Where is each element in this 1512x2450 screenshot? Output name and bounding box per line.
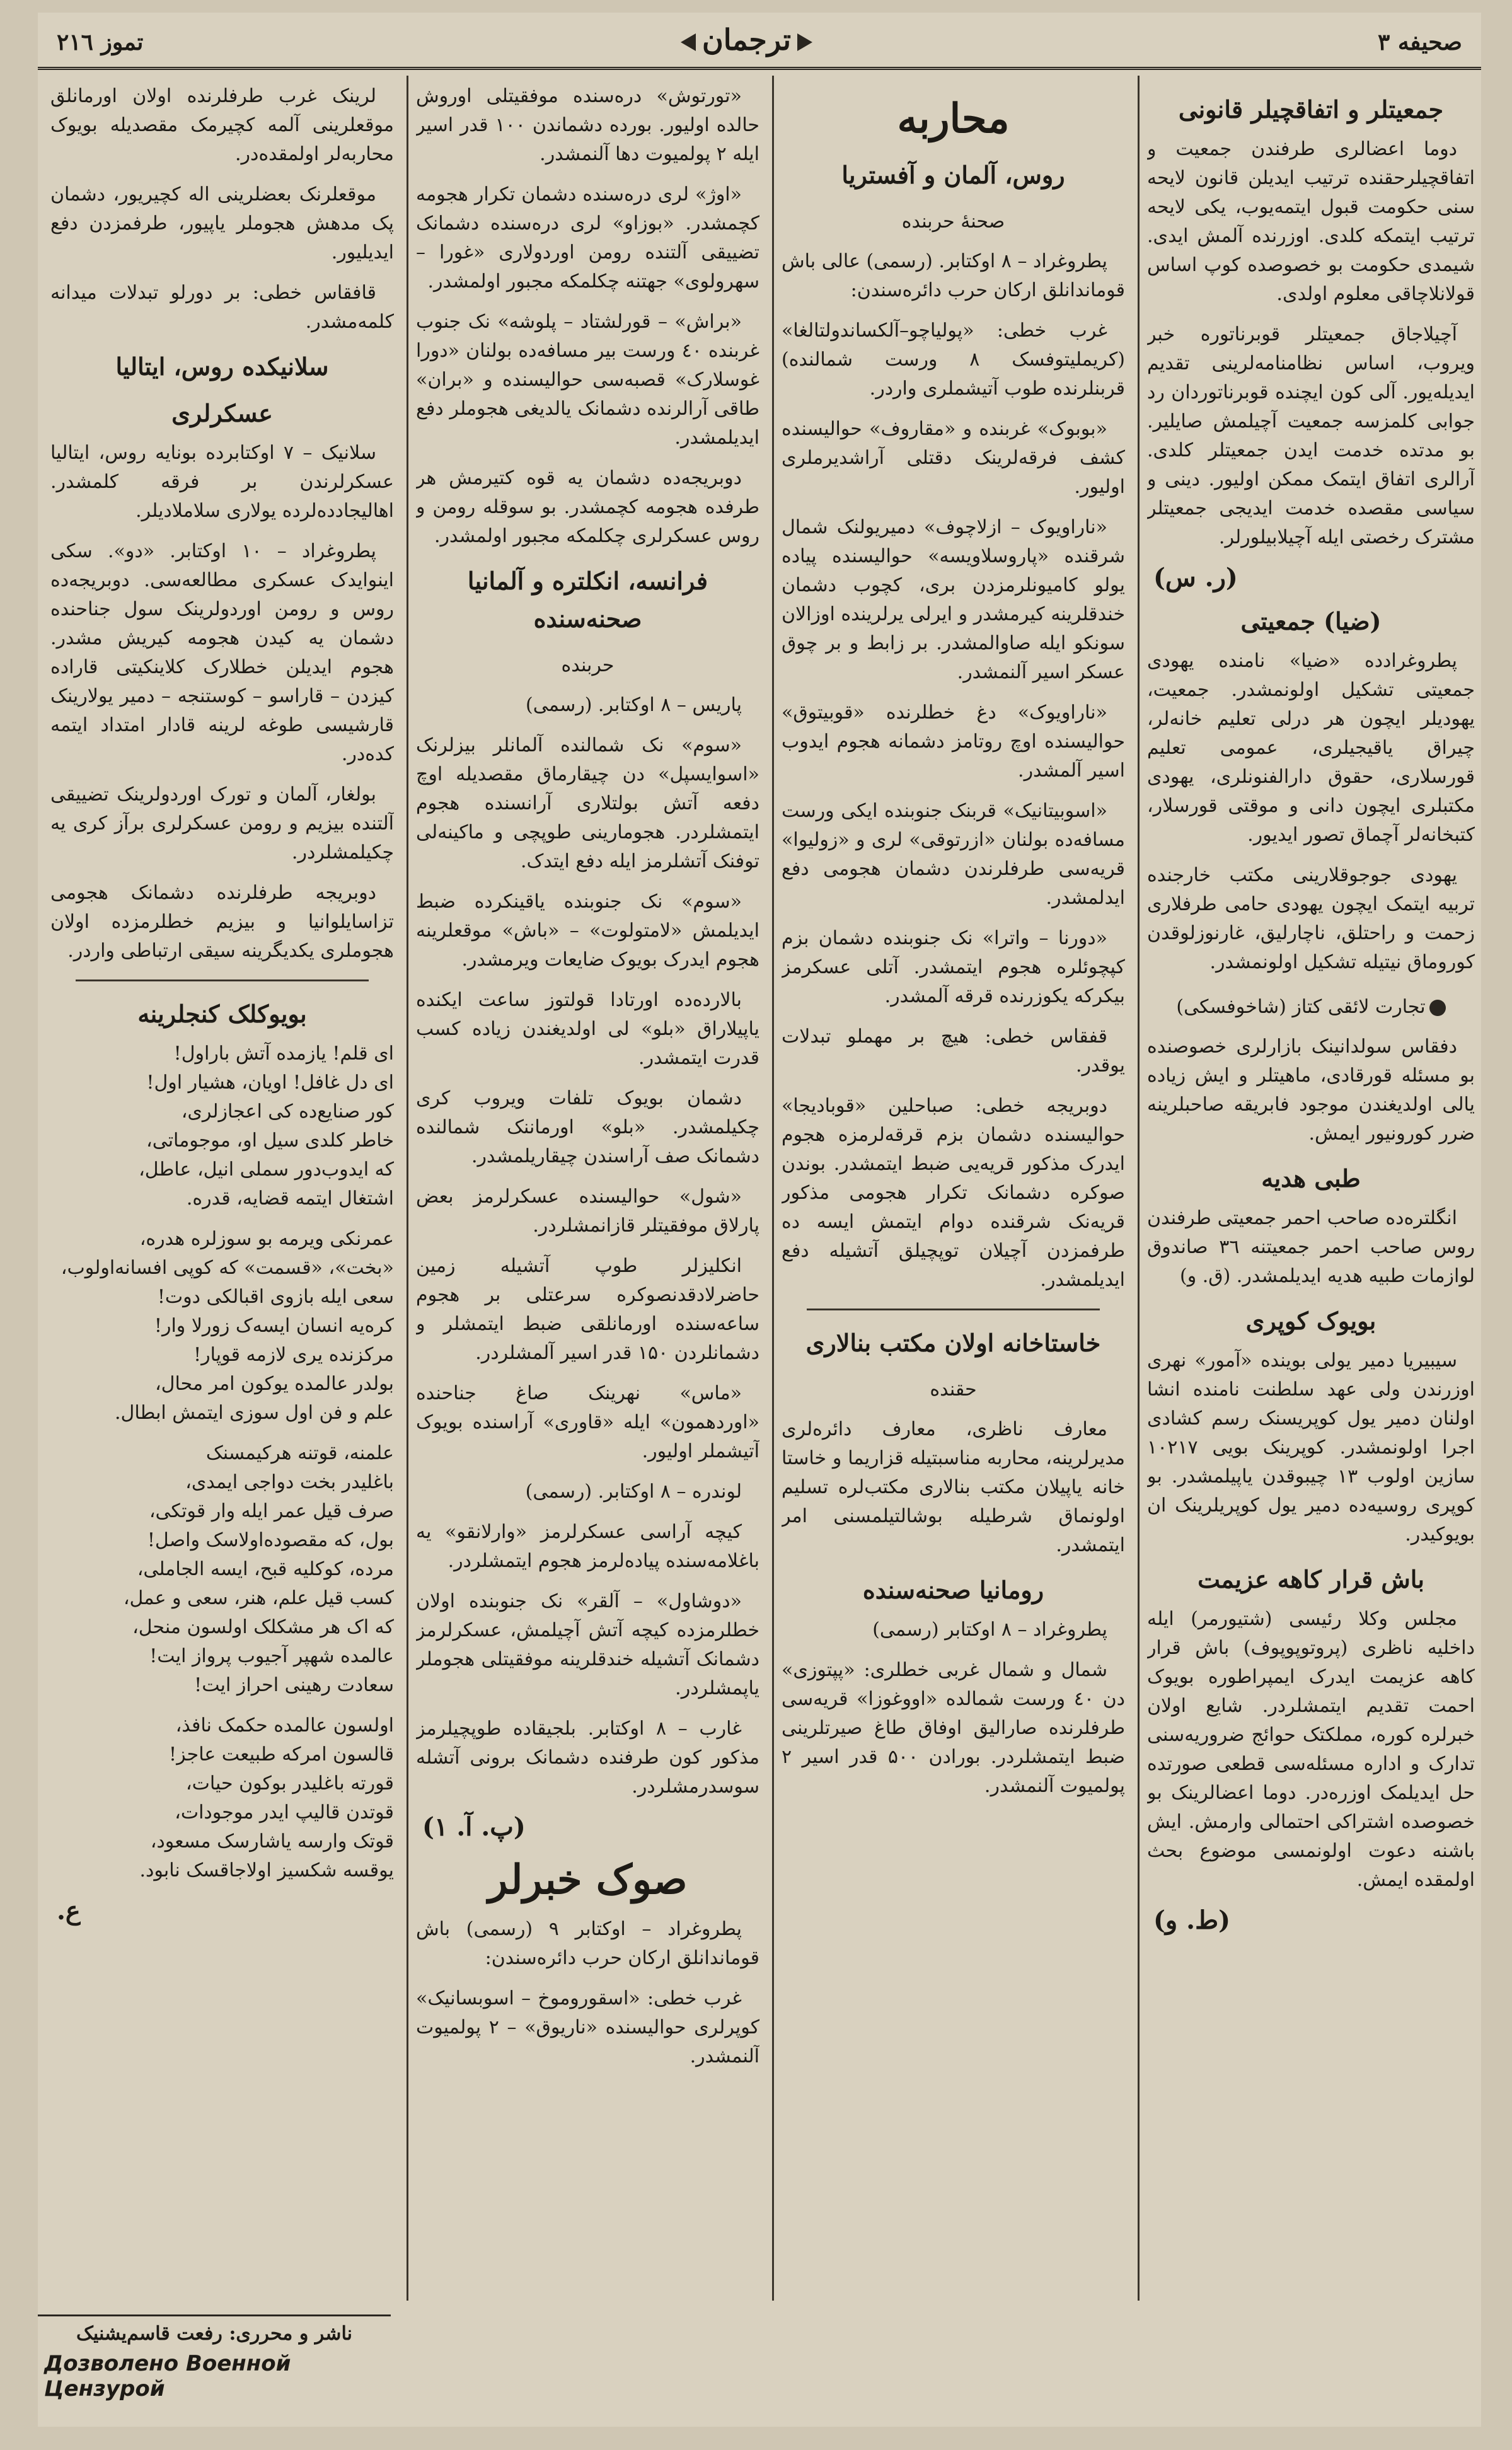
article-paragraph: «ناراویوک – ازلاچوف» دمیریولنک شمال شرقنده «پاروسلاویسه» حوالیسنده پیاده یولو کامیونلرمزدن بری، کچوب دشمان خندقلرینه کیرمشدر و ایرلی یرلرینده اوزالان سونکو ایله صاوالمشدر. بر زابط و بر چوق عسکر اسیر آلنمشدر. [782,516,1125,683]
article-paragraph: پاریس – ۸ اوکتابر. (رسمی) [526,694,742,716]
ornament-left-icon [681,33,696,51]
article-paragraph: مجلس وکلا رئیسی (شتیورمر) ایله داخلیه ناظری (پروتوپوپوف) باش قرار کاهه عزیمت ایدرک ایمپراطوره بویوک احمت تقدیم ایتمشلردر. شایع اولان خبرلره کوره، مملکتک حوائج ضروریه‌سنی تدارک و اداره مسئله‌سی قطعی صورتده حل ایدیلمک اوزره‌در. دوما اعضالرینک بو خصوصده اشتراکی احتمالی وارمش. ایش باشنه دعوت اولونمسی موضوع بحث اولمقده ایمش. [1147,1608,1475,1891]
column-1 [1147,82,1475,2313]
article-paragraph: غارب – ۸ اوکتابر. بلجیقاده طوپچیلرمز مذکور کون طرفنده دشمانک برونی آتشله سوسدرمشلردر. [416,1718,759,1798]
article-paragraph: «ماس» نهرینک صاغ جناحنده «اوردهمون» ایله «قاوری» آراسنده بویوک آتیشملر اولیور. [416,1382,759,1462]
article-paragraph: پطروغراد – ۱۰ اوکتابر. «دو». سکی اینوایدک عسکری مطالعه‌سی. دوبریجه‌ده روس و رومن اوردولرینک سول جناحنده دشمان یه کیدن هجومه کیریش مشدر. هجوم ایدیلن خطلارک کلاینکیتی قاراده کیزدن – قاراسو – کوستنجه – دمیر یولارینک قارشیسی طوغه لرینه قادار امتداد ایتمه کده‌در. [50,540,394,765]
article-paragraph: پطروغراد – ۸ اوکتابر (رسمی) [872,1619,1107,1641]
ornament-right-icon [797,33,812,51]
headline: بویوک کوپری [1245,1307,1376,1335]
article-paragraph: «سوم» نک جنوبنده یاقینکرده ضبط ایدیلمش «لامتولوت» – «باش» موقعلرینه هجوم ایدرک بویوک ضایعات ویرمشدر. [416,891,759,971]
article-paragraph: «سوم» نک شمالنده آلمانلر بیزلرنک «اسوایسپل» دن چیقارماق مقصدیله اوچ دفعه آتش بولتلاری آرانسنده هجوم ایتمشلردر. هجومارینی طوپچی و ماکینه‌لی توفنک آتشلرمز ایله دفع ایتدک. [416,734,759,872]
article-paragraph: سلانیک – ۷ اوکتابرده بونایه روس، ایتالیا عسکرلرندن بر فرقه کلمشدر. اهالیجادده‌لرده یولاری سلاملادیلر. [50,442,394,522]
page-number: صحیفه ۳ [1377,29,1462,55]
subheadline: صحنهٔ حربنده [901,211,1005,233]
article-paragraph: لرینک غرب طرفلرنده اولان اورمانلق موقعلرینی آلمه کچیرمک مقصدیله بویوک محاربه‌لر اولمقده‌در. [50,85,394,165]
article-paragraph: «بوبوک» غربنده و «مقاروف» حوالیسنده کشف فرقه‌لرینک دقتلی آراشدیرملری اولیور. [782,418,1125,498]
article-paragraph: «ناراویوک» دغ خطلرنده «قوبیتوق» حوالیسنده اوچ روتامز دشمانه هجوم ایدوب اسیر آلمشدر. [782,702,1125,782]
column-3 [416,82,759,2313]
headline: جمعیتلر و اتفاقچیلر قانونی [1178,95,1444,124]
headline: خاستاخانه اولان مکتب بنالاری [805,1329,1101,1357]
publisher-credit: ناشر و محرری: رفعت قاسم‌یشنیک [38,2314,391,2345]
article-paragraph: پطروغراد – ۸ اوکتابر. (رسمی) عالی باش قوماندانلق ارکان حرب دائره‌سندن: [782,250,1125,301]
headline: فرانسه، انکلتره و آلمانیا صحنه‌سنده [467,567,708,633]
bullet-mark-icon [1429,1000,1446,1016]
masthead [38,13,1481,70]
section-divider [807,1309,1100,1310]
article-paragraph: بالارده‌ده اورتادا قولتوز ساعت ایکنده یاپیلاراق «بلو» لی اولدیغندن زیاده کسب قدرت ایتمشدر. [416,989,759,1069]
article-paragraph: کیچه آراسی عسکرلرمز «وارلانقو» یه باغلامه‌سنده پیاده‌لرمز هجوم ایتمشلردر. [416,1521,759,1572]
newspaper-page [38,13,1481,2427]
section-title: محاربه [897,95,1010,142]
headline: طبی هدیه [1261,1164,1361,1193]
article-paragraph: شمال و شمال غربی خطلری: «پپتوزی» دن ٤۰ ورست شمالده «اووغوزا» قریه‌سی طرفلرنده صارالیق اوفاق طاغ صیرتلرینی ضبط ایتمشلردر. بورادن ۵۰۰ قدر اسیر ۲ پولمیوت آلنمشدر. [782,1659,1125,1797]
article-paragraph: «اوژ» لری دره‌سنده دشمان تکرار هجومه کچمشدر. «بوزاو» لری دره‌سنده دشمانک تضییقی آلتنده رومن اوردولاری «غورا – سهرولوی» جهتنه چکلمکه مجبور اولمشدر. [416,183,759,292]
article-paragraph: لوندره – ۸ اوکتابر. (رسمی) [525,1481,742,1503]
article-paragraph: پطروغراد – اوکتابر ۹ (رسمی) باش قوماندانلق ارکان حرب دائره‌سندن: [416,1918,759,1969]
article-paragraph: موقعلرنک بعضلرینی اله کچیریور، دشمان پک مدهش هجوملر یاپیور، طرفمزدن دفع ایدیلیور. [50,183,394,263]
headline: رومانیا صحنه‌سنده [862,1576,1044,1604]
newspaper-title: ترجمان [681,23,812,57]
article-paragraph: انگلتره‌ده صاحب احمر جمعیتی طرفندن روس صاحب احمر جمعیتنه ۳٦ صاندوق لوازمات طبیه هدیه ایدیلمشدر. (ق. و) [1147,1207,1475,1287]
poem-stanza: اولسون عالمده حکمک نافذ، قالسون امرکه طبیعت عاجز! قورته باغلیدر بوکون حیات، قوتدن قالیپ ایدر موجودات، قوتک وارسه یاشارسک مسعود، یوقسه شکسیز اولاجاقسک نابود. [139,1714,394,1881]
article-paragraph: قافقاس خطی: بر دورلو تبدلات میدانه کلمه‌مشدر. [50,282,394,333]
headline: تجارت لائقی کتاز (شاخوفسکی) [1147,988,1475,1026]
article-paragraph: «تورتوش» دره‌سنده موفقیتلی اوروش حالده اولیور. بورده دشماندن ۱۰۰ قدر اسیر ایله ۲ پولمیوت دها آلنمشدر. [416,85,759,165]
article-paragraph: «دورنا – واترا» نک جنوبنده دشمان بزم کپچوئلره هجوم ایتمشدر. آتلی عسکرمز بیکرکه یکوزرنده قرقه آلمشدر. [782,927,1125,1007]
article-paragraph: دشمان بویوک تلفات ویروب کری چکیلمشدر. «بلو» اورماننک شمالنده دشمانک صف آراسندن چیقاریلمشدر. [416,1087,759,1167]
article-paragraph: پطروغرادده «ضیا» نامنده یهودی جمعیتی تشکیل اولونمشدر. جمعیت، یهودیلر ایچون هر درلی تعلیم خانه‌لر، چیراق یاقیجیلری، عمومی تعلیم قورسلاری، حقوق دارالفنونلری، یهودی مکتبلری ایچون دانی و موقتی قورسلار، کتبخانه‌لر آچماق تصور ایدیور. [1147,650,1475,846]
headline: بویوکلک کنجلرینه [137,1000,307,1028]
headline: (ضیا) جمعیتی [1240,607,1382,635]
article-paragraph: سیبیریا دمیر یولی بوینده «آمور» نهری اوزرندن ولی عهد سلطنت نامنده انشا اولنان دمیر یول کوپریسنک رسم کشادی اجرا اولونمشدر. کوپرینک بویی ۱۰۲۱۷ سازین اولوب ۱۳ چیبوقدن یاپیلمشدر. بو کوپری روسیه‌ده دمیر یول کوپریلرینک ان بویوکیدر. [1147,1349,1475,1546]
column-divider [407,76,408,2301]
article-paragraph: آچیلاجاق جمعیتلر قوبرناتوره خبر ویروب، اساس نظامنامه‌لرینی تقدیم ایدیله‌یور. آلی کون ایچنده قوبرناتوردان رد جوابی کلمزسه جمعیت آچیلمش صایلیر. بو مدتده خدمت ایدن جمعیتلر کلدی. آرالری اتفاق ایتمک ممکن اولیور. دینی و سیاسی مقصده خدمت ایدیجی جمعیتلر مشترک رخصتی ایله آچیلابیلورلر. [1147,323,1475,548]
column-divider [772,76,774,2301]
article-paragraph: دوبریجه خطی: صباحلین «قوبادیجا» حوالیسنده دشمان بزم قرقه‌لرمزه هجوم ایدرک مذکور قریه‌یی ضبط ایتمشدر. بوندن صوکره دشمانک تکرار هجومی مذکور قریه‌نک شرقنده دوام ایتمش ایسه ده طرفمزدن آچیلان توپچیلق آتشیله دفع ایدیلمشدر. [782,1095,1125,1291]
section-title: صوک خبرلر [488,1856,688,1904]
subheadline: حقنده [930,1378,977,1401]
article-paragraph: دوبریجه‌ده دشمان یه قوه کتیرمش هر طرفده هجومه کچمشدر. بو سوقله رومن و روس عسکرلری چکلمکه مجبور اولمشدر. [416,467,759,547]
issue-date: تموز ۲۱٦ [57,29,144,55]
article-paragraph: قفقاس خطی: هیچ بر مهملو تبدلات یوقدر. [782,1026,1125,1077]
article-paragraph: دوبریجه طرفلرنده دشمانک هجومی تزاسایلوانیا و بیزیم خطلرمزده اولان هجوملری یکدیگرینه سیقی ارتباطی واردر. [50,882,394,962]
article-paragraph: «اسوبیتانیک» قربنک جنوبنده ایکی ورست مسافه‌ده بولنان «ازرتوقی» لری و «زولیوا» قریه‌سی طرفلرندن دشمان هجومی دفع ایدلمشدر. [782,800,1125,909]
article-paragraph: دوما اعضالری طرفندن جمعیت و اتفاقچیلرحقنده ترتیب ایدیلن قانون لایحه سنی حکومت قبول ایتمه‌یوب، یکی لایحه ترتیب ایتمکه کلدی. اوزرنده آلمش ایدی. شیمدی حکومت بو خصوصده کوپ اساس قولانلاچاقی معلوم اولدی. [1147,138,1475,305]
censor-stamp: Дозволено Военной Цензурой [44,2351,291,2401]
poem-stanza: عمرنکی ویرمه بو سوزلره هدره، «بخت»، «قسمت» که کوپی افسانه‌اولوب، سعی ایله بازوی اقبالکی دوت! کره‌یه انسان ایسه‌ک زورلا وار! مرکزنده یری لازمه قوپار! بولدر عالمده یوکون امر محال، علم و فن اول سوزی ایتمش ابطال. [61,1228,394,1424]
article-paragraph: یهودی جوجوقلارینی مکتب خارجنده تربیه ایتمک ایچون یهودی حامی طرفلاری زحمت و راحتلق، ناچارلیق، غارنوزلوقدن کوروماق نیتیله تشکیل اولونمشدر. [1147,864,1475,973]
poem-stanza: ای قلم! یازمده آتش باراول! ای دل غافل! اویان، هشیار اول! کور صنایع‌ده کی اعجازلری، خاطر کلدی سیل او، موجوماتی، که ایدوب‌دور سملی انیل، عاطل، اشتغال ایتمه قضایه، قدره. [139,1043,394,1210]
article-paragraph: بولغار، آلمان و تورک اوردولرینک تضییقی آلتنده بیزیم و رومن عسکرلری برآز کری یه چکیلمشلردر. [50,783,394,864]
signature: ع. [57,1896,81,1926]
article-paragraph: «شول» حوالیسنده عسکرلرمز بعض پارلاق موفقیتلر قازانمشلردر. [416,1186,759,1237]
article-paragraph: غرب خطی: «اسقوروموخ – اسوبسانیک» کوپرلری حوالیسنده «ناریوق» – ۲ پولمیوت آلنمشدر. [416,1987,759,2067]
article-paragraph: غرب خطی: «پولیاچو–آلکساندولتالغا» (کریملیتوفسک ۸ ورست شمالنده) قربنلرنده طوب آتیشملری واردر. [782,320,1125,400]
signature: (پ. آ. ۱) [422,1812,526,1842]
article-paragraph: معارف ناظری، معارف دائره‌لری مدیرلرینه، محاربه مناسبتیله قزاریما و خاستا خانه یاپیلان مکتب بنالاری مکتب‌لره تسلیم اولونماق شرطیله بوشالتیلمسنی امر ایتمشدر. [782,1418,1125,1556]
headline: روس، آلمان و آفستریا [841,161,1065,189]
headline: باش قرار کاهه عزیمت [1197,1565,1424,1593]
article-paragraph: «براش» – قورلشتاد – پلوشه» نک جنوب غربنده ٤۰ ورست بیر مسافه‌ده بولنان «دورا غوسلارک» قصبه‌سی حوالیسنده و «بران» طاقی آرالرنده دشمانک یالدیغی هجوملر دفع ایدیلمشدر. [416,311,759,449]
signature: (ط. و) [1153,1905,1231,1935]
article-paragraph: دفقاس سولدانینک بازارلری خصوصنده بو مسئله قورقادی، ماهیتلر و ایش زیاده یالی اولدیغندن موجود فابریقه صاحبلرینه ضرر کورونیور ایمش. [1147,1036,1475,1145]
article-paragraph: «دوشاول» – آلقر» نک جنوبنده اولان خطلرمزده کیچه آتش آچیلمش، عسکرلرمز دشمانک آتشیله خندقلرینه موفقیتلی هجوملر یاپمشلردر. [416,1590,759,1699]
column-2 [782,82,1125,2313]
column-divider [1138,76,1140,2301]
signature: (ر. س) [1153,563,1238,592]
subheadline: حربنده [561,654,615,676]
column-4 [50,82,394,2275]
poem-stanza: علمنه، قوتنه هرکیمسنک باغلیدر بخت دواجی ایمدی، صرف قیل عمر ایله وار قوتکی، بول، که مقصوده‌اولاسک واصل! مرده، کوکلیه قبح، ایسه الجاملی، کسب قیل علم، هنر، سعی و عمل، که اک هر مشکلک اولسون منحل، عالمده شهپر آجیوب پرواز ایت! سعادت رهینی احراز ایت! [123,1442,394,1696]
headline: سلانیکده روس، ایتالیا [115,352,329,381]
article-paragraph: انکلیزلر طوپ آتشیله زمین حاضرلادقدنصوکره سرعتلی بر هجوم ساعه‌سنده اورمانلقی ضبط ایتمشلر و دشمانلردن ۱۵۰ قدر اسیر آلمشلردر. [416,1255,759,1364]
headline: عسکرلری [171,399,273,427]
section-divider [76,979,369,981]
